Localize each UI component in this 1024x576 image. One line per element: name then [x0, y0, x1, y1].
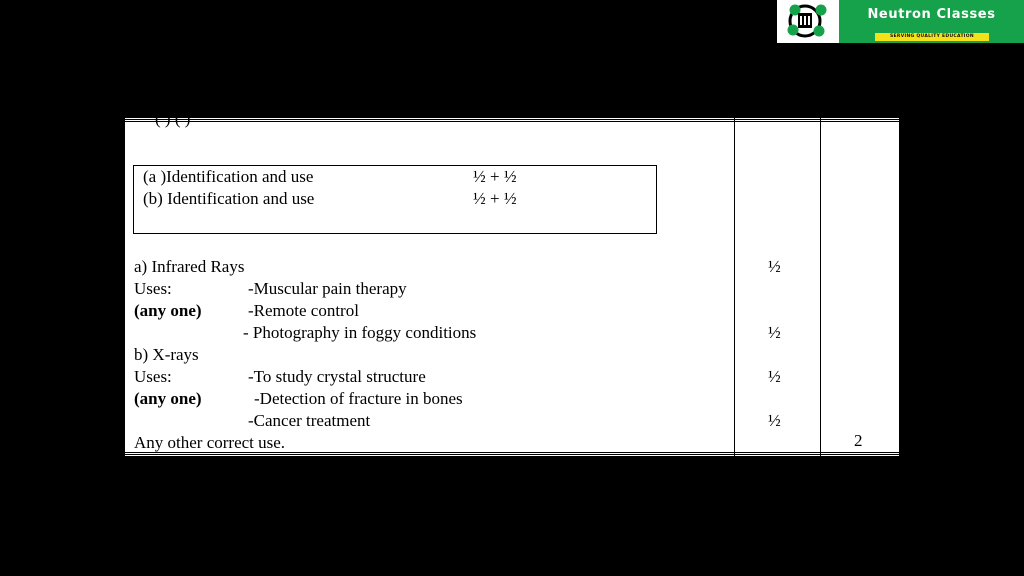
- xray-use-3: -Cancer treatment: [248, 411, 371, 430]
- criteria-box: [133, 165, 657, 234]
- xray-uses-label: Uses:: [134, 367, 172, 386]
- table-top-border: [125, 119, 899, 120]
- total-column-divider: [820, 118, 821, 456]
- criteria-a-label: (a )Identification and use: [143, 167, 314, 186]
- logo-band: [839, 0, 1024, 43]
- infrared-any-one: (any one): [134, 301, 202, 320]
- infrared-heading: a) Infrared Rays: [134, 257, 245, 276]
- infrared-use-2: -Remote control: [248, 301, 359, 320]
- marking-scheme-sheet: [125, 118, 899, 456]
- xray-use-1: -To study crystal structure: [248, 367, 426, 386]
- criteria-a-marks: ½ + ½: [473, 167, 517, 186]
- marks-4: ½: [768, 411, 781, 430]
- infrared-uses-label: Uses:: [134, 279, 172, 298]
- marks-2: ½: [768, 323, 781, 342]
- criteria-b-label: (b) Identification and use: [143, 189, 315, 208]
- infrared-use-1: -Muscular pain therapy: [248, 279, 407, 298]
- criteria-b-marks: ½ + ½: [473, 189, 517, 208]
- xray-any-one: (any one): [134, 389, 202, 408]
- marks-1: ½: [768, 257, 781, 276]
- xray-use-2: -Detection of fracture in bones: [254, 389, 463, 408]
- logo-atom-icon: [777, 0, 839, 43]
- table-bottom-border-double: [125, 454, 899, 455]
- table-top-border-double: [125, 121, 899, 122]
- marks-3: ½: [768, 367, 781, 386]
- total-marks: 2: [854, 431, 863, 450]
- xray-heading: b) X-rays: [134, 345, 199, 364]
- marks-column-divider: [734, 118, 735, 456]
- infrared-use-3: - Photography in foggy conditions: [243, 323, 477, 342]
- logo-title: Neutron Classes: [867, 7, 996, 22]
- footer-note: Any other correct use.: [134, 433, 286, 452]
- neutron-classes-logo: [777, 0, 1024, 43]
- logo-tagline: SERVING QUALITY EDUCATION: [875, 33, 989, 41]
